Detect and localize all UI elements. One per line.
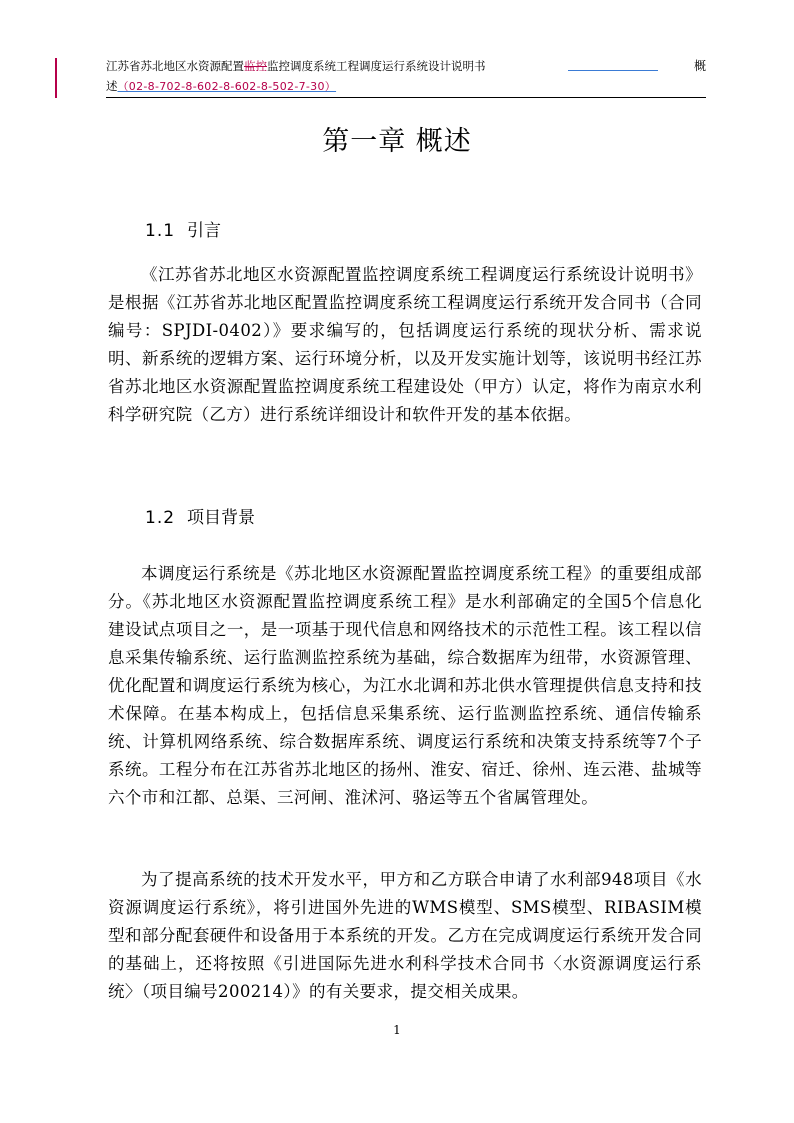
header-blank-line bbox=[568, 70, 658, 71]
section-title: 项目背景 bbox=[187, 508, 256, 528]
section-heading-1-1 bbox=[145, 218, 221, 244]
paragraph-background-2: 为了提高系统的技术开发水平，甲方和乙方联合申请了水利部948项目《水资源调度运行系统》，将引进国外先进的WMS模型、SMS模型、RIBASIM模型和部分配套硬件和设备用于本系统的开发。乙方在完成调度运行系统开发合同的基础上，还将按照《引进国际先进水利科学技术合同书〈水资源调度运行系统〉（项目编号200214）》的有关要求，提交相关成果。 bbox=[108, 870, 702, 1001]
header-doc-code: （02-8-702-8-602-8-602-8-502-7-30） bbox=[117, 80, 337, 93]
header-line2-prefix: 述 bbox=[106, 79, 118, 93]
page-header bbox=[106, 56, 706, 96]
section-heading-1-2 bbox=[145, 505, 255, 531]
paragraph-background-1: 本调度运行系统是《苏北地区水资源配置监控调度系统工程》的重要组成部分。《苏北地区水资源配置监控调度系统工程》是水利部确定的全国5个信息化建设试点项目之一，是一项基于现代信息和网络技术的示范性工程。该工程以信息采集传输系统、运行监测监控系统为基础，综合数据库为纽带，水资源管理、优化配置和调度运行系统为核心，为江水北调和苏北供水管理提供信息支持和技术保障。在基本构成上，包括信息采集系统、运行监测监控系统、通信传输系统、计算机网络系统、综合数据库系统、调度运行系统和决策支持系统等7个子系统。工程分布在江苏省苏北地区的扬州、淮安、宿迁、徐州、连云港、盐城等六个市和江都、总渠、三河闸、淮沭河、骆运等五个省属管理处。 bbox=[108, 564, 702, 807]
header-chapter-label: 概 bbox=[694, 59, 707, 73]
header-rule bbox=[106, 97, 706, 98]
chapter-title: 第一章 概述 bbox=[322, 126, 472, 157]
paragraph-introduction: 《江苏省苏北地区水资源配置监控调度系统工程调度运行系统设计说明书》是根据《江苏省苏北地区配置监控调度系统工程调度运行系统开发合同书（合同编号：SPJDI-0402）》要求编写的，包括调度运行系统的现状分析、需求说明、新系统的逻辑方案、运行环境分析，以及开发实施计划等，该说明书经江苏省苏北地区水资源配置监控调度系统工程建设处（甲方）认定，将作为南京水利科学研究院（乙方）进行系统详细设计和软件开发的基本依据。 bbox=[108, 265, 702, 424]
header-deleted-text: 监控 bbox=[244, 59, 267, 73]
header-title-part1: 江苏省苏北地区水资源配置 bbox=[106, 59, 244, 73]
section-title: 引言 bbox=[187, 221, 222, 241]
header-line2 bbox=[106, 76, 336, 97]
header-title-part2: 监控调度系统工程调度运行系统设计说明书 bbox=[267, 59, 486, 73]
section-number: 1.2 bbox=[145, 508, 176, 528]
page-number: 1 bbox=[393, 1023, 401, 1037]
margin-change-bar bbox=[55, 58, 57, 98]
section-number: 1.1 bbox=[145, 221, 176, 241]
header-title bbox=[106, 56, 486, 76]
